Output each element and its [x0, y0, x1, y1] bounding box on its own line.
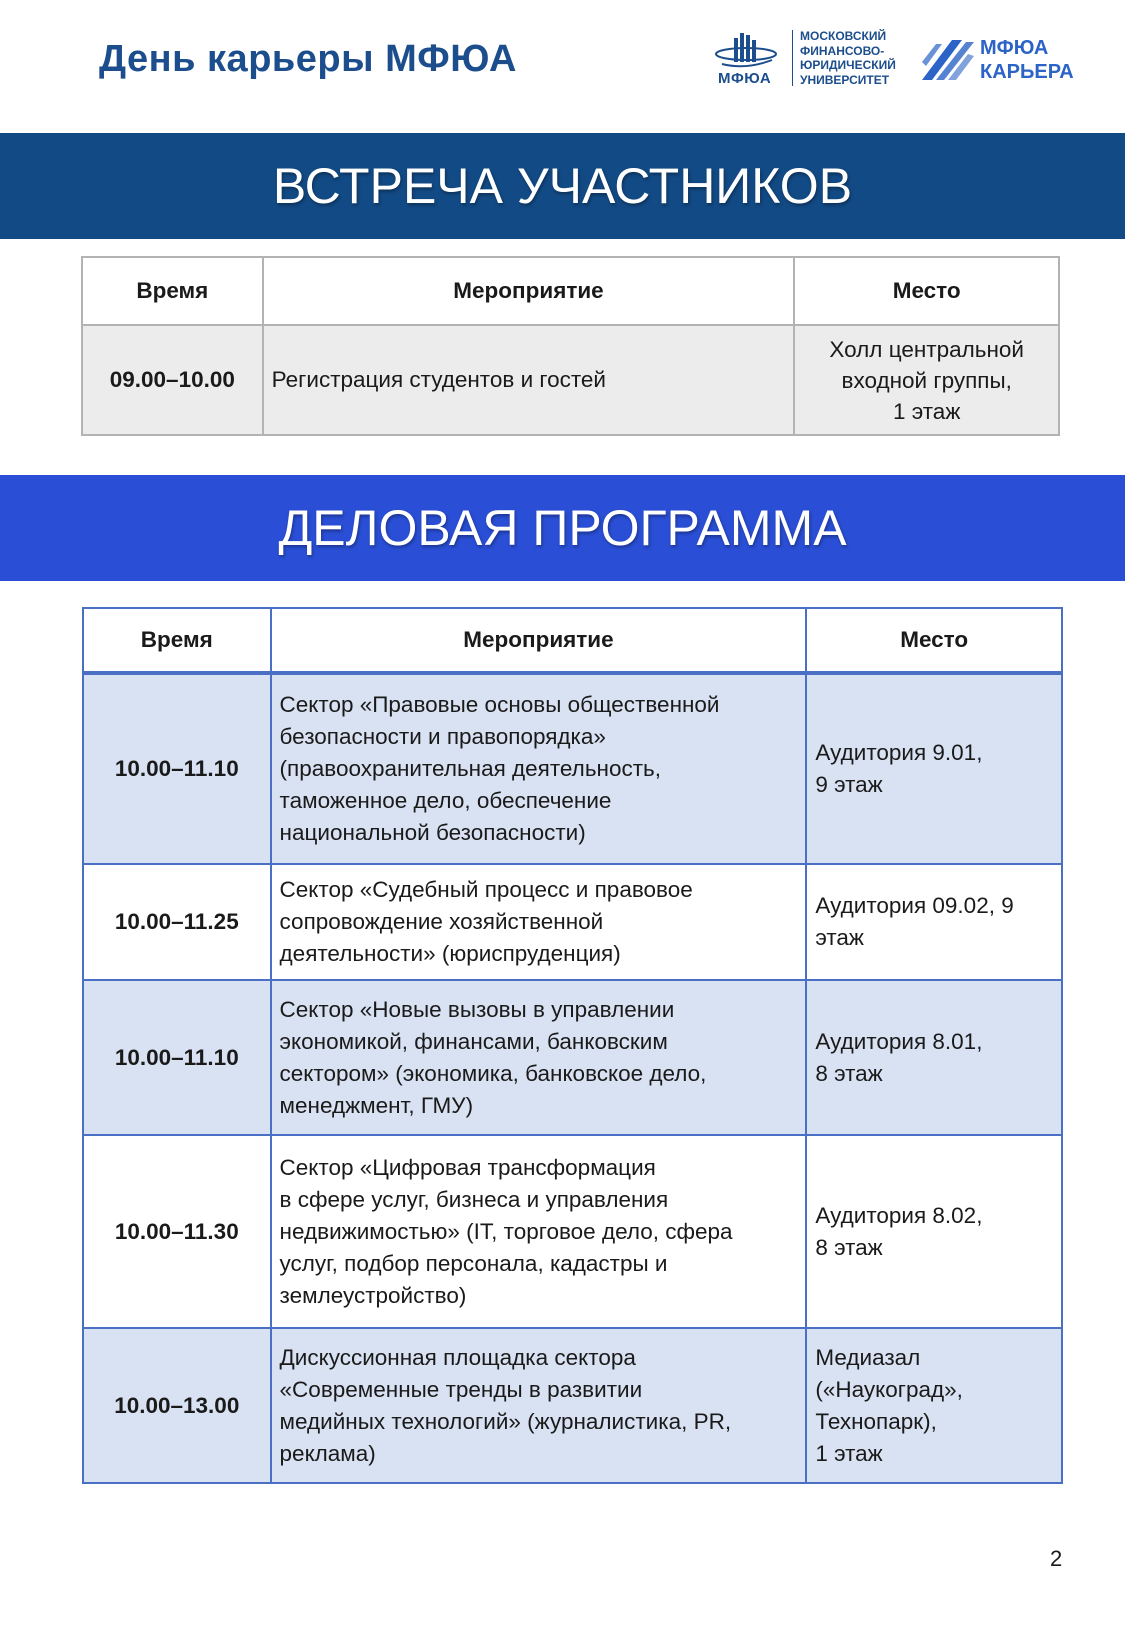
event-cell: Сектор «Судебный процесс и правовое сопровождение хозяйственной деятельности» (юриспруденция) [271, 864, 807, 980]
time-cell: 10.00–13.00 [83, 1328, 271, 1483]
university-name: МОСКОВСКИЙ ФИНАНСОВО- ЮРИДИЧЕСКИЙ УНИВЕРСИТЕТ [800, 29, 896, 87]
place-cell: Аудитория 9.01, 9 этаж [806, 673, 1062, 864]
kariera-label: МФЮА КАРЬЕРА [980, 37, 1074, 83]
section-banner-program: ДЕЛОВАЯ ПРОГРАММА [0, 475, 1125, 581]
logo-divider [792, 30, 793, 86]
column-header-event: Мероприятие [263, 257, 795, 325]
place-cell: Медиазал («Наукоград», Технопарк), 1 этаж [806, 1328, 1062, 1483]
page-title: День карьеры МФЮА [99, 38, 517, 80]
section-banner-meeting: ВСТРЕЧА УЧАСТНИКОВ [0, 133, 1125, 239]
column-header-event: Мероприятие [271, 608, 807, 673]
time-cell: 10.00–11.10 [83, 980, 271, 1135]
program-table [82, 607, 1063, 1484]
event-cell: Сектор «Правовые основы общественной безопасности и правопорядка» (правоохранительная деятельность, таможенное дело, обеспечение национальной безопасности) [271, 673, 807, 864]
page-number: 2 [1050, 1546, 1063, 1571]
table-header-row [83, 608, 1062, 673]
time-cell: 09.00–10.00 [82, 325, 263, 435]
event-cell: Регистрация студентов и гостей [263, 325, 795, 435]
place-cell: Аудитория 8.01, 8 этаж [806, 980, 1062, 1135]
table-header-row [82, 257, 1059, 325]
table-row [83, 864, 1062, 980]
event-cell: Сектор «Новые вызовы в управлении экономикой, финансами, банковским сектором» (экономика, банковское дело, менеджмент, ГМУ) [271, 980, 807, 1135]
time-cell: 10.00–11.30 [83, 1135, 271, 1328]
logos [712, 26, 1082, 96]
emblem-label: МФЮА [718, 70, 772, 87]
place-cell: Аудитория 09.02, 9 этаж [806, 864, 1062, 980]
table-row [83, 980, 1062, 1135]
column-header-time: Время [83, 608, 271, 673]
time-cell: 10.00–11.25 [83, 864, 271, 980]
time-cell: 10.00–11.10 [83, 673, 271, 864]
event-cell: Дискуссионная площадка сектора «Современные тренды в развитии медийных технологий» (журналистика, PR, реклама) [271, 1328, 807, 1483]
place-cell: Аудитория 8.02, 8 этаж [806, 1135, 1062, 1328]
kariera-logo-icon [922, 40, 974, 80]
place-cell: Холл центральной входной группы, 1 этаж [794, 325, 1059, 435]
column-header-place: Место [806, 608, 1062, 673]
event-cell: Сектор «Цифровая трансформация в сфере услуг, бизнеса и управления недвижимостью» (IT, торговое дело, сфера услуг, подбор персонала, кадастры и землеустройство) [271, 1135, 807, 1328]
meeting-table [81, 256, 1060, 436]
table-row [83, 673, 1062, 864]
table-row [83, 1328, 1062, 1483]
table-row [83, 1135, 1062, 1328]
column-header-time: Время [82, 257, 263, 325]
table-row [82, 325, 1059, 435]
column-header-place: Место [794, 257, 1059, 325]
